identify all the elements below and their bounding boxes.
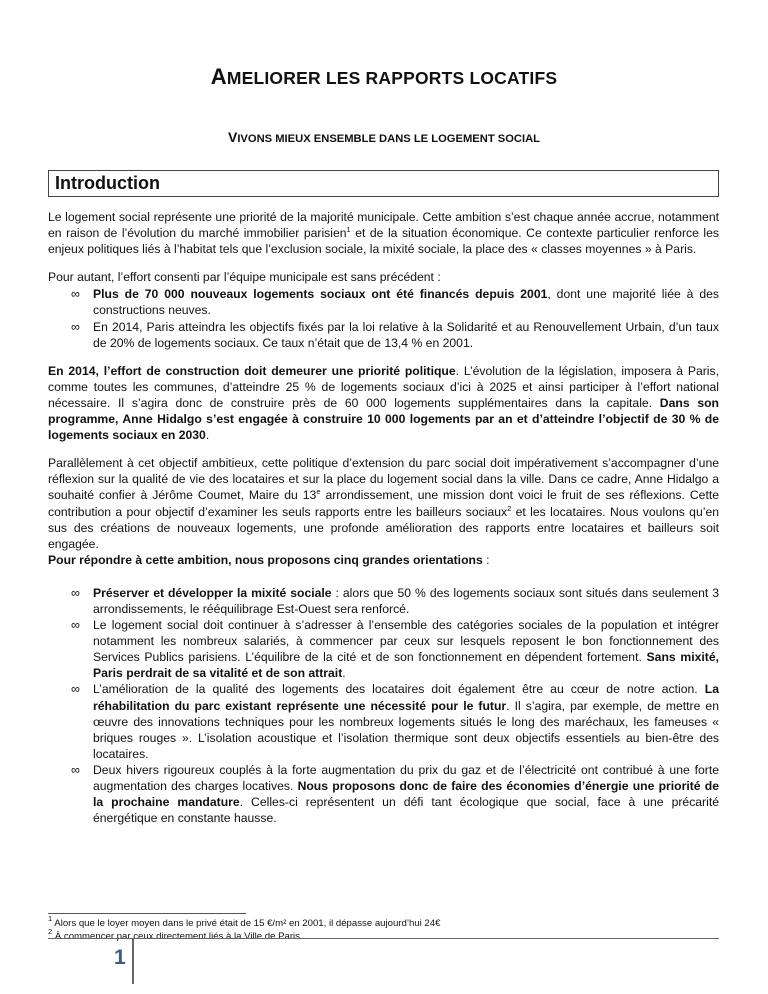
bullet-list-orientations (48, 585, 719, 826)
infinity-bullet-icon: ∞ (71, 618, 80, 633)
infinity-bullet-icon: ∞ (71, 287, 80, 302)
infinity-bullet-icon: ∞ (71, 762, 80, 777)
paragraph-3: En 2014, l’effort de construction doit demeurer une priorité politique. L’évolution de la législation, imposera à Paris, comme toutes les communes, d’atteindre 25 % de logements sociaux d’ici à 2025 et ainsi participer à l’effort national nécessaire. Il s’agira donc de construire près de 60 000 logements supplémentaires dans la capitale. Dans son programme, Anne Hidalgo s’est engagée à construire 10 000 logements par an et d’atteindre l’objectif de 30 % de logements sociaux en 2030. (48, 363, 719, 443)
list-item: ∞ Préserver et développer la mixité sociale : alors que 50 % des logements sociaux sont situés dans seulement 3 arrondissements, le rééquilibrage Est-Ouest sera renforcé. (71, 585, 719, 616)
bullet-list-achievements (48, 286, 719, 350)
paragraph-4: Parallèlement à cet objectif ambitieux, cette politique d’extension du parc social doit impérativement s’accompagner d’une réflexion sur la qualité de vie des locataires et sur la place du logement social dans la ville. Dans ce cadre, Anne Hidalgo a souhaité confier à Jérôme Coumet, Maire du 13e arrondissement, une mission dont voici le fruit de ses réflexions. Cette contribution a pour objectif d’examiner les seuls rapports entre les bailleurs sociaux$^2$ et les locataires. Nous voulons qu’en sus des créations de nouveaux logements, une profonde amélioration des rapports entre locataires et bailleurs soit engagée. Pour répondre à cette ambition, nous proposons cinq grandes orientations : (48, 456, 719, 567)
list-item: ∞ En 2014, Paris atteindra les objectifs fixés par la loi relative à la Solidarité et au Renouvellement Urbain, d’un taux de 20% de logements sociaux. Ce taux n’était que de 13,4 % en 2001. (71, 319, 719, 350)
list-item: ∞ L’amélioration de la qualité des logements des locataires doit également être au cœur de notre action. La réhabilitation du parc existant représente une nécessité pour le futur. Il s’agira, par exemple, de mettre en œuvre des innovations techniques pour les nombreux logements situés le long des maréchaux, les fameuses « briques rouges ». L’isolation acoustique et l’isolation thermique sont deux objectifs essentiels au bien-être des locataires. (71, 682, 719, 761)
document-subtitle: VIVONS MIEUX ENSEMBLE DANS LE LOGEMENT SOCIAL (227, 129, 541, 145)
footer-divider (132, 938, 134, 984)
body-content (48, 209, 719, 838)
footnote-separator (48, 913, 246, 914)
infinity-bullet-icon: ∞ (71, 682, 80, 697)
section-heading-introduction: Introduction (48, 170, 719, 197)
document-title: AMELIORER LES RAPPORTS LOCATIFS (210, 64, 558, 89)
list-item: ∞ Plus de 70 000 nouveaux logements sociaux ont été financés depuis 2001, dont une majorité liée à des constructions neuves. (71, 287, 719, 318)
footer-rule (48, 938, 719, 939)
page-number: 1 (114, 946, 126, 969)
footnote-ref-1: 1 (346, 225, 351, 235)
infinity-bullet-icon: ∞ (71, 585, 80, 600)
footnote-1: $^1$ Alors que le loyer moyen dans le privé était de 15 €/m² en 2001, il dépasse aujourd’hui 24€ (48, 914, 441, 929)
footnote-2: $^2$ À commencer par ceux directement liés à la Ville de Paris (48, 926, 300, 942)
paragraph-2: Pour autant, l’effort consenti par l’équipe municipale est sans précédent : (48, 270, 441, 285)
list-item: ∞ Le logement social doit continuer à s’adresser à l’ensemble des catégories sociales de la population et intégrer notamment les nombreux salariés, à commencer par ceux sur lesquels reposent le bon fonctionnement des Services Publics parisiens. L’équilibre de la cité et de son fonctionnement en dépendent fortement. Sans mixité, Paris perdrait de sa vitalité et de son attrait. (71, 618, 719, 681)
paragraph-1: Le logement social représente une priorité de la majorité municipale. Cette ambition s’est chaque année accrue, notamment en raison de l’évolution du marché immobilier parisien$^1$ et de la situation économique. Ce contexte particulier renforce les enjeux politiques liés à l’habitat tels que l’exclusion sociale, la mixité sociale, la place des « classes moyennes » à Paris. (48, 210, 719, 257)
footnote-ref-2: 2 (507, 503, 512, 513)
footnotes (48, 914, 441, 943)
infinity-bullet-icon: ∞ (71, 319, 80, 334)
list-item: ∞ Deux hivers rigoureux couplés à la forte augmentation du prix du gaz et de l’électricité ont contribué à une forte augmentation des charges locatives. Nous proposons donc de faire des économies d’énergie une priorité de la prochaine mandature. Celles-ci représentent un défi tant écologique que social, face à une précarité énergétique en constante hausse. (71, 762, 720, 826)
